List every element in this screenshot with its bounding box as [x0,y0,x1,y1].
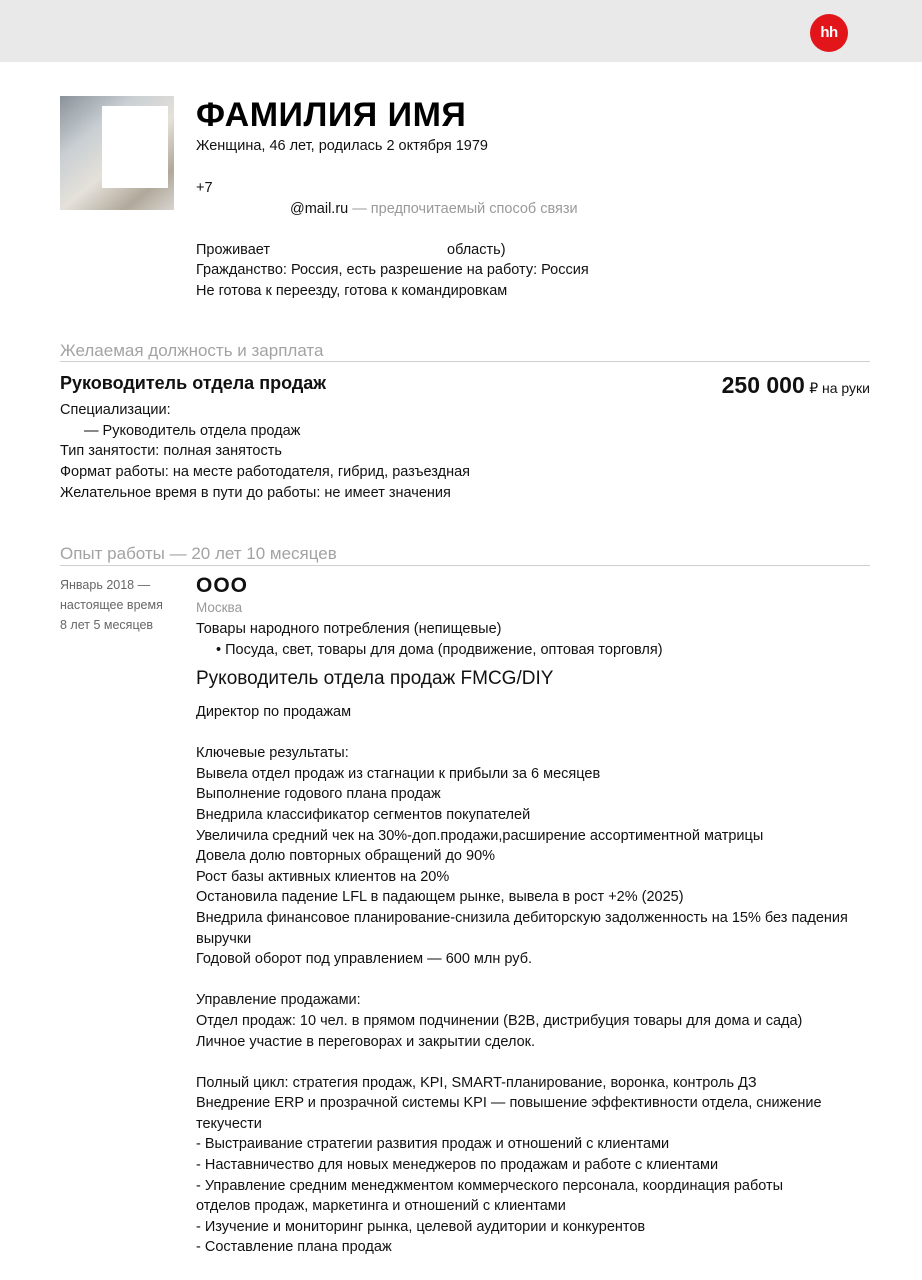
work-format: Формат работы: на месте работодателя, гибрид, разъездная [60,464,471,480]
description-line: Полный цикл: стратегия продаж, KPI, SMART-планирование, воронка, контроль ДЗ [196,1074,757,1091]
email-note: — предпочитаемый способ связи [352,201,578,217]
period-start: Январь 2018 — [60,578,151,592]
period-end: настоящее время [60,598,163,612]
hh-logo[interactable]: hh [810,14,848,52]
description-line: Отдел продаж: 10 чел. в прямом подчинении (B2B, дистрибуция товары для дома и сада) [196,1012,803,1029]
citizenship: Гражданство: Россия, есть разрешение на работу: Россия [196,262,589,278]
description-line: отделов продаж, маркетинга и отношений с клиентами [196,1198,566,1215]
salary-amount: 250 000 [721,372,805,398]
description-line: Выполнение годового плана продаж [196,786,441,803]
description-line: Директор по продажам [196,704,352,720]
description-line: Управление продажами: [196,992,361,1009]
commute-time: Желательное время в пути до работы: не имеет значения [60,485,451,501]
top-bar [0,0,922,62]
description-line: Внедрение ERP и прозрачной системы KPI — повышение эффективности отдела, снижение [196,1095,822,1112]
period-duration: 8 лет 5 месяцев [60,618,154,632]
company-name: ООО [196,574,249,597]
salary-suffix: ₽ на руки [809,380,870,396]
description-line: - Наставничество для новых менеджеров по продажам и работе с клиентами [196,1157,719,1174]
description-line: - Управление средним менеджментом коммерческого персонала, координация работы [196,1177,784,1194]
description-line [196,970,886,991]
description-line: - Выстраивание стратегии развития продаж и отношений с клиентами [196,1136,670,1153]
email-address[interactable]: @mail.ru [290,201,349,217]
description-line: Ключевые результаты: [196,745,349,762]
email-line [290,199,578,219]
description-line: выручки [196,930,252,947]
employment-type: Тип занятости: полная занятость [60,443,282,459]
description-line: Внедрила финансовое планирование-снизила дебиторскую задолженность на 15% без падения [196,909,848,926]
description-line: - Изучение и мониторинг рынка, целевой аудитории и конкурентов [196,1218,646,1235]
candidate-name: ФАМИЛИЯ ИМЯ [196,96,467,134]
description-line: Годовой оборот под управлением — 600 млн руб. [196,951,533,968]
company-industry: Товары народного потребления (непищевые) [196,621,502,637]
description-line [196,723,886,744]
specializations-label: Специализации: [60,402,171,418]
experience-section-title: Опыт работы — 20 лет 10 месяцев [60,544,337,563]
description-line: Рост базы активных клиентов на 20% [196,868,450,885]
residence-tail: область) [447,242,506,258]
phone-number[interactable]: +7 [196,180,213,196]
description-line: Вывела отдел продаж из стагнации к прибыли за 6 месяцев [196,765,601,782]
specialization-item: — Руководитель отдела продаж [84,423,301,439]
experience-period [60,575,163,635]
description-line: Увеличила средний чек на 30%-доп.продажи,расширение ассортиментной матрицы [196,827,764,844]
residence-label: Проживает [196,242,271,258]
photo-redaction [102,106,168,188]
experience-description [196,702,886,1258]
section-divider [60,361,870,362]
desired-position: Руководитель отдела продаж [60,373,327,393]
description-line: Личное участие в переговорах и закрытии сделок. [196,1033,536,1050]
relocation: Не готова к переезду, готова к командировкам [196,283,508,299]
salary [722,372,870,399]
company-city: Москва [196,600,243,615]
job-position: Руководитель отдела продаж FMCG/DIY [196,668,554,689]
desired-section-title: Желаемая должность и зарплата [60,341,324,360]
industry-item: • Посуда, свет, товары для дома (продвижение, оптовая торговля) [216,642,663,658]
description-line: Довела долю повторных обращений до 90% [196,848,496,865]
description-line: - Составление плана продаж [196,1239,392,1256]
candidate-summary: Женщина, 46 лет, родилась 2 октября 1979 [196,138,488,154]
description-line [196,1052,886,1073]
profile-photo [60,96,174,210]
description-line: текучести [196,1115,262,1132]
description-line: Остановила падение LFL в падающем рынке, вывела в рост +2% (2025) [196,889,684,906]
description-line: Внедрила классификатор сегментов покупателей [196,806,531,823]
section-divider [60,565,870,566]
